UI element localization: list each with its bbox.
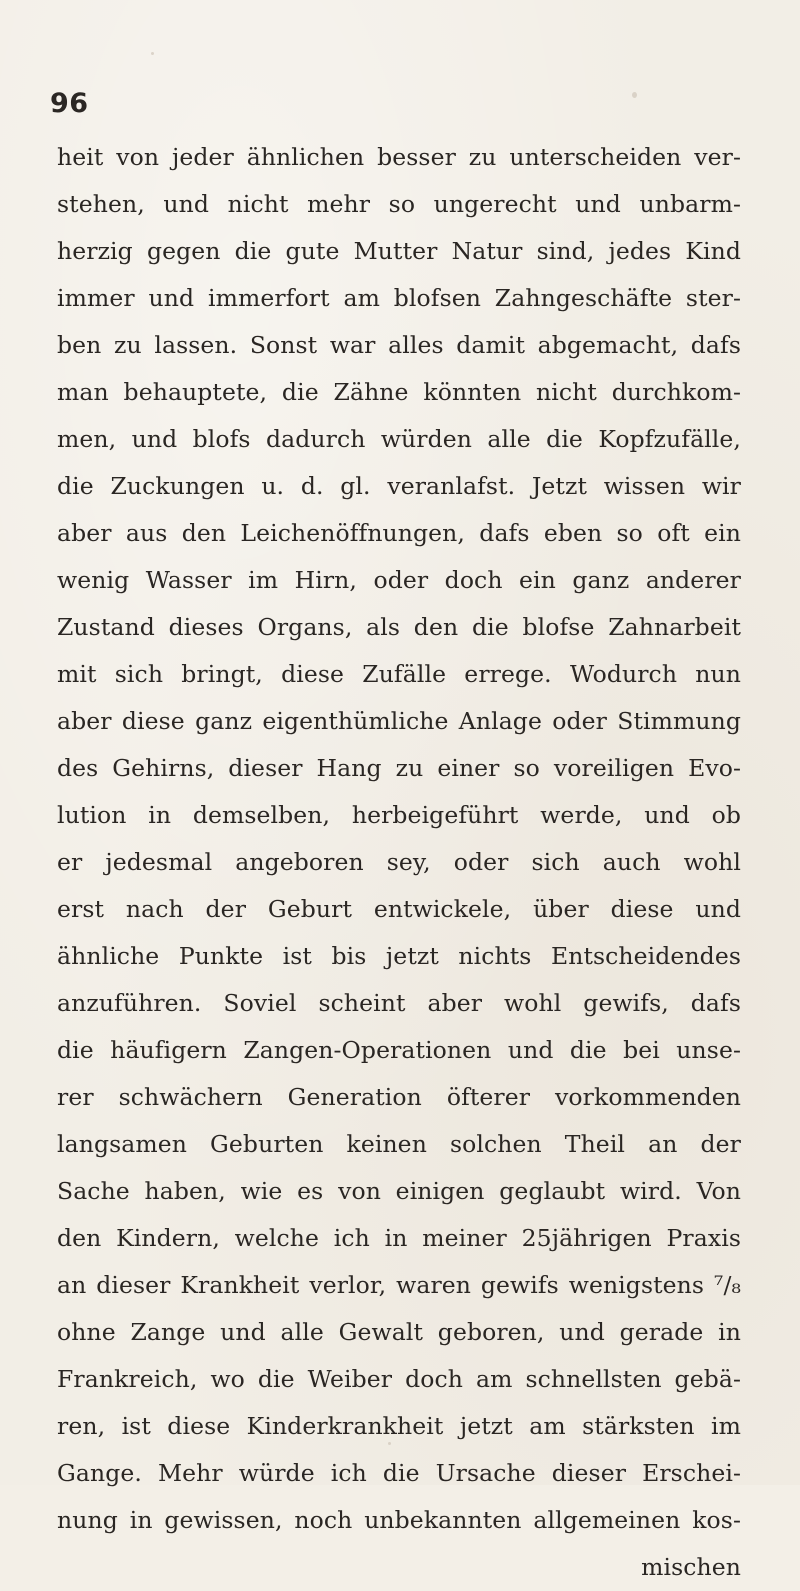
text-line: die Zuckungen u. d. gl. veranlafst. Jetzt wissen wir — [57, 472, 741, 500]
text-line: lution in demselben, herbeigeführt werde, und ob — [57, 801, 741, 829]
text-line: man behauptete, die Zähne könnten nicht durchkom- — [57, 378, 741, 406]
text-line-last: mischen — [641, 1553, 741, 1581]
text-line: des Gehirns, dieser Hang zu einer so voreiligen Evo- — [57, 754, 741, 782]
text-line: Sache haben, wie es von einigen geglaubt wird. Von — [57, 1177, 741, 1205]
text-line: den Kindern, welche ich in meiner 25jährigen Praxis — [57, 1224, 741, 1252]
text-line: die häufigern Zangen-Operationen und die bei unse- — [57, 1036, 741, 1064]
text-line: aber diese ganz eigenthümliche Anlage oder Stimmung — [57, 707, 741, 735]
paper-speck — [388, 1442, 391, 1445]
text-line: ren, ist diese Kinderkrankheit jetzt am stärksten im — [57, 1412, 741, 1440]
text-line: ähnliche Punkte ist bis jetzt nichts Entscheidendes — [57, 942, 741, 970]
text-line: anzuführen. Soviel scheint aber wohl gewifs, dafs — [57, 989, 741, 1017]
body-text — [57, 134, 741, 1591]
text-line: wenig Wasser im Hirn, oder doch ein ganz anderer — [57, 566, 741, 594]
text-line: ben zu lassen. Sonst war alles damit abgemacht, dafs — [57, 331, 741, 359]
paper-speck — [151, 52, 154, 55]
text-line: langsamen Geburten keinen solchen Theil an der — [57, 1130, 741, 1158]
text-line: ohne Zange und alle Gewalt geboren, und gerade in — [57, 1318, 741, 1346]
text-line: men, und blofs dadurch würden alle die Kopfzufälle, — [57, 425, 741, 453]
paper-speck — [632, 92, 637, 98]
text-line: an dieser Krankheit verlor, waren gewifs wenigstens ⁷/₈ — [57, 1271, 741, 1299]
text-line: immer und immerfort am blofsen Zahngeschäfte ster- — [57, 284, 741, 312]
text-line: rer schwächern Generation öfterer vorkommenden — [57, 1083, 741, 1111]
text-line: Frankreich, wo die Weiber doch am schnellsten gebä- — [57, 1365, 741, 1393]
text-line: stehen, und nicht mehr so ungerecht und unbarm- — [57, 190, 741, 218]
text-line: aber aus den Leichenöffnungen, dafs eben so oft ein — [57, 519, 741, 547]
text-line: heit von jeder ähnlichen besser zu unterscheiden ver- — [57, 143, 741, 171]
text-line: herzig gegen die gute Mutter Natur sind, jedes Kind — [57, 237, 741, 265]
text-line: nung in gewissen, noch unbekannten allgemeinen kos- — [57, 1506, 741, 1534]
text-line: mit sich bringt, diese Zufälle errege. Wodurch nun — [57, 660, 741, 688]
page-number: 96 — [50, 88, 89, 119]
text-line: er jedesmal angeboren sey, oder sich auch wohl — [57, 848, 741, 876]
text-line: Gange. Mehr würde ich die Ursache dieser Erschei- — [57, 1459, 741, 1487]
text-line: erst nach der Geburt entwickele, über diese und — [57, 895, 741, 923]
text-line: Zustand dieses Organs, als den die blofse Zahnarbeit — [57, 613, 741, 641]
